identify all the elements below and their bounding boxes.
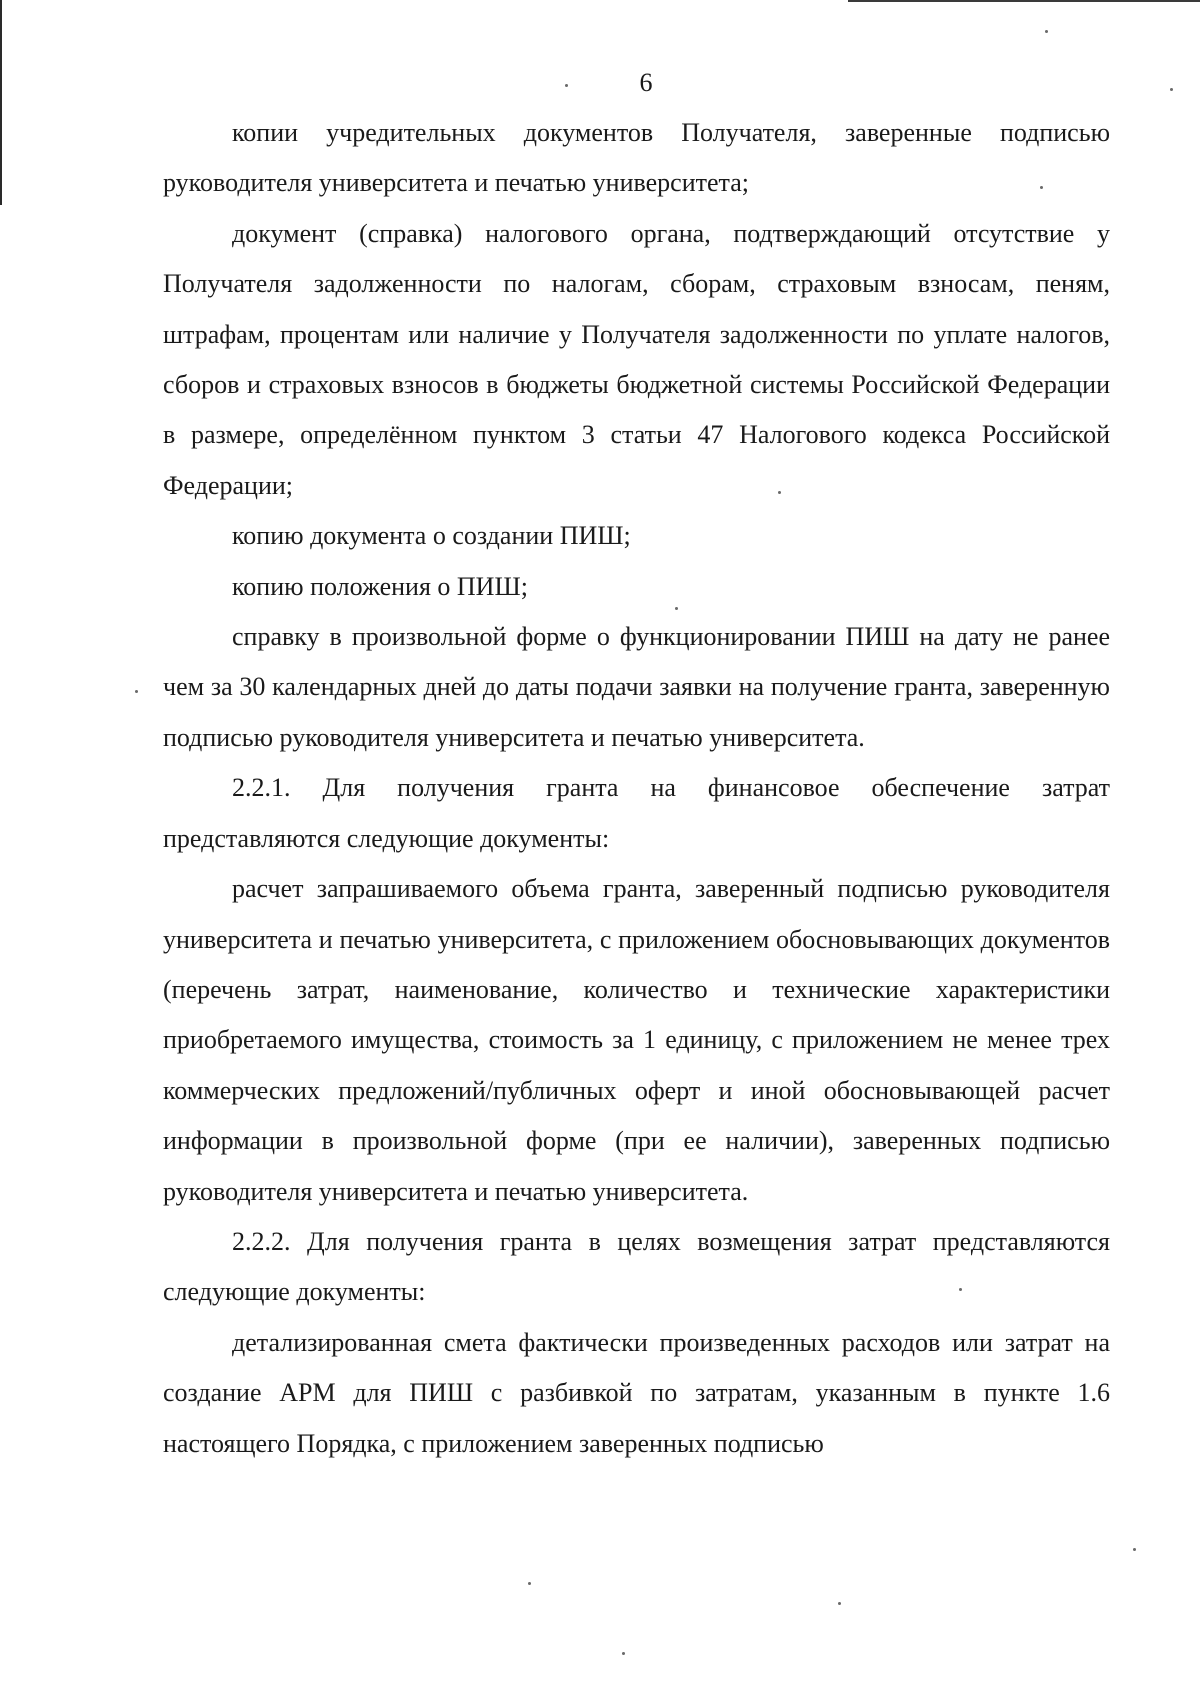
scan-speck xyxy=(1133,1548,1136,1551)
scan-speck xyxy=(1045,30,1048,33)
scan-speck xyxy=(622,1652,625,1655)
paragraph-section-2-2-2: 2.2.2. Для получения гранта в целях возмещения затрат представляются следующие документы: xyxy=(163,1226,1110,1307)
paragraph-creation-document: копию документа о создании ПИШ; xyxy=(232,521,631,551)
paragraph-constituent-documents: копии учредительных документов Получателя, заверенные подписью руководителя университета и печатью университета; xyxy=(163,118,1110,198)
scan-edge-left xyxy=(0,0,2,205)
scan-speck xyxy=(528,1582,531,1585)
scan-speck xyxy=(838,1602,841,1605)
paragraph-tax-certificate: документ (справка) налогового органа, подтверждающий отсутствие у Получателя задолженности по налогам, сборам, страховым взносам, пеням, штрафам, процентам или наличие у Получателя задолженности по уплате налогов, сборов и страховых взносов в бюджеты бюджетной системы Российской Федерации в размере, определённом пунктом 3 статьи 47 Налогового кодекса Российской Федерации; xyxy=(163,218,1110,500)
scan-edge-top xyxy=(848,0,1200,2)
document-body xyxy=(163,108,1110,1469)
paragraph-regulation-copy: копию положения о ПИШ; xyxy=(232,571,528,601)
paragraph-functioning-certificate: справку в произвольной форме о функционировании ПИШ на дату не ранее чем за 30 календарных дней до даты подачи заявки на получение гранта, заверенную подписью руководителя университета и печатью университета. xyxy=(163,622,1110,752)
paragraph-detailed-estimate: детализированная смета фактически произведенных расходов или затрат на создание АРМ для ПИШ с разбивкой по затратам, указанным в пункте 1.6 настоящего Порядка, с приложением заверенных подписью xyxy=(163,1327,1110,1458)
paragraph-grant-calculation: расчет запрашиваемого объема гранта, заверенный подписью руководителя университета и печатью университета, с приложением обосновывающих документов (перечень затрат, наименование, количество и технические характеристики приобретаемого имущества, стоимость за 1 единицу, с приложением не менее трех коммерческих предложений/публичных оферт и иной обосновывающей расчет информации в произвольной форме (при ее наличии), заверенных подписью руководителя университета и печатью университета. xyxy=(163,874,1110,1206)
page-number: 6 xyxy=(639,68,653,97)
scan-speck xyxy=(135,690,138,693)
paragraph-section-2-2-1: 2.2.1. Для получения гранта на финансовое обеспечение затрат представляются следующие документы: xyxy=(163,773,1110,853)
